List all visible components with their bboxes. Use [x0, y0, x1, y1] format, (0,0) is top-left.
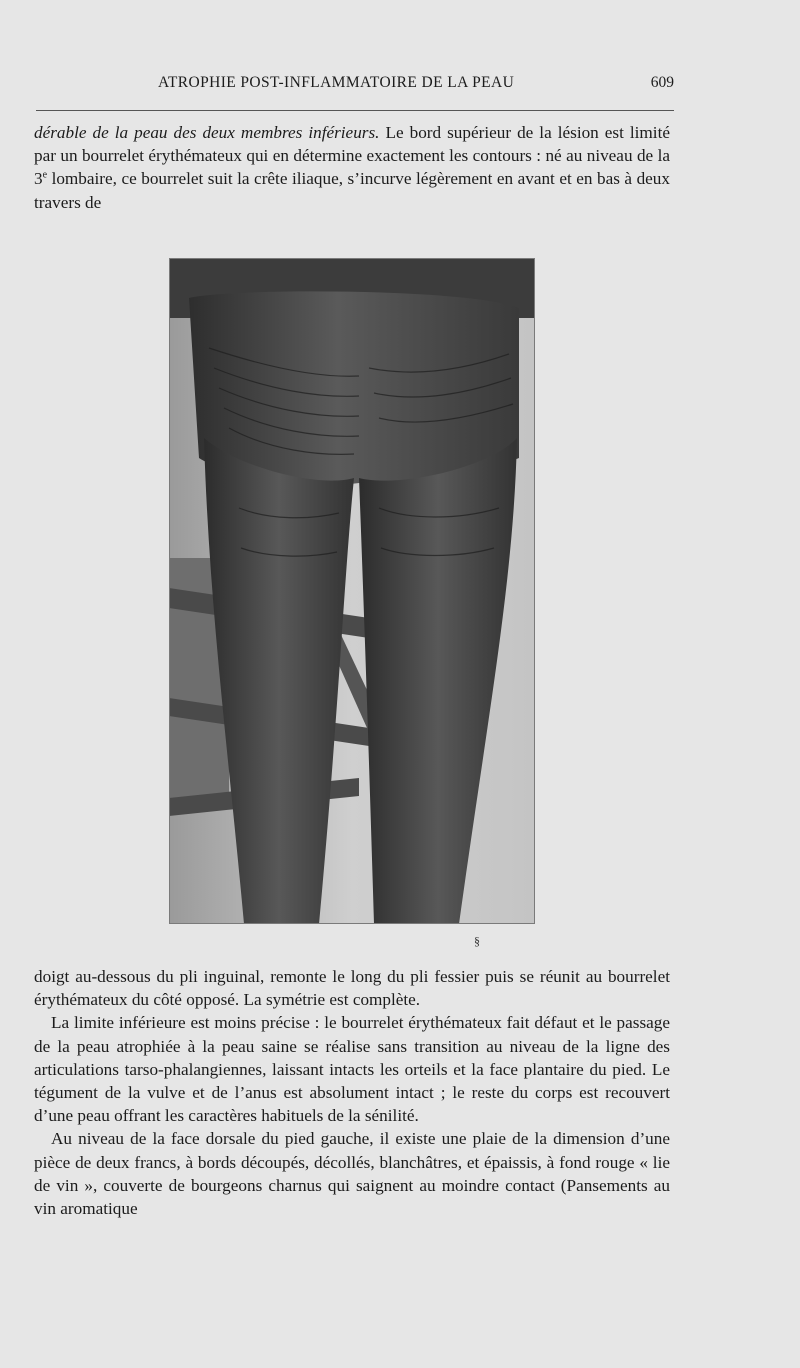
- paragraph-continued: [34, 121, 670, 214]
- paragraph-continuation: doigt au-dessous du pli inguinal, remonte le long du pli fessier puis se réunit au bourrelet érythémateux du côté opposé. La symétrie est complète.: [34, 967, 670, 1010]
- running-head: ATROPHIE POST-INFLAMMATOIRE DE LA PEAU: [158, 74, 515, 91]
- italic-phrase: dérable de la peau des deux membres inférieurs.: [34, 123, 380, 142]
- clinical-photograph: [169, 258, 535, 924]
- header-rule: [36, 110, 674, 111]
- page-number: 609: [650, 74, 674, 91]
- paragraph-lower-limit: La limite inférieure est moins précise : le bourrelet érythémateux fait défaut et le passage de la peau atrophiée à la peau saine se réalise sans transition au niveau de la ligne des articulations tarso-phalangiennes, laissant intacts les orteils et la face plantaire du pied. Le tégument de la vulve et de l’anus est absolument intact ; le reste du corps est recouvert d’une peau offrant les caractères habituels de la sénilité.: [34, 1013, 670, 1126]
- photograph-illustration: [169, 258, 535, 924]
- superscript: e: [42, 169, 48, 181]
- text-block-bottom: [34, 965, 670, 1220]
- text-block-top: [34, 121, 670, 214]
- figure-mark: §: [474, 934, 480, 948]
- paragraph-foot-wound: Au niveau de la face dorsale du pied gauche, il existe une plaie de la dimension d’une pièce de deux francs, à bords découpés, décollés, blanchâtres, et épaissis, à fond rouge « lie de vin », couverte de bourgeons charnus qui saignent au moindre contact (Pansements au vin aromatique: [34, 1129, 670, 1219]
- paragraph-text: lombaire, ce bourrelet suit la crête iliaque, s’incurve légèrement en avant et en bas à deux travers de: [34, 169, 670, 212]
- page-header: [34, 74, 674, 96]
- paragraph-text: Le bord supérieur de la lésion est limité par un bourrelet érythémateux qui en détermine exactement les contours : né au niveau de la 3: [34, 123, 670, 189]
